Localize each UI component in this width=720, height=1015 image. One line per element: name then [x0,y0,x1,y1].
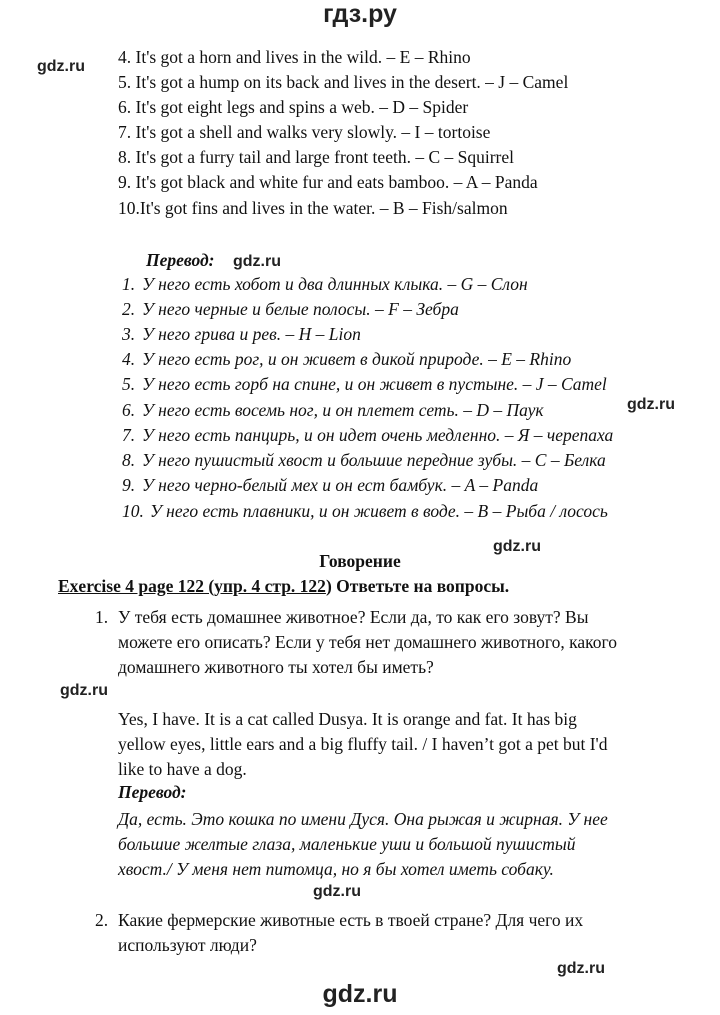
list-item: 4. It's got a horn and lives in the wild. – E – Rhino [118,47,471,67]
translation-item [122,448,606,473]
list-item: 8. It's got a furry tail and large front teeth. – C – Squirrel [118,147,514,167]
item-number: 9. [122,475,136,495]
answer-translation-line: большие желтые глаза, маленькие уши и большой пушистый [118,834,576,854]
item-text: У него пушистый хвост и большие передние зубы. – C – Белка [142,450,606,470]
question-line: можете его описать? Если у тебя нет домашнего животного, какого [118,632,618,652]
translation-item [122,499,608,524]
item-number: 6. [122,400,136,420]
item-text: У него есть панцирь, и он идет очень медленно. – Я – черепаха [142,425,614,445]
watermark: gdz.ru [37,58,85,75]
translation-item [122,398,544,423]
watermark: gdz.ru [557,960,605,977]
translation-item [122,372,607,397]
answer-translation-line: Да, есть. Это кошка по имени Дуся. Она рыжая и жирная. У нее [118,809,608,829]
item-text: У него есть плавники, и он живет в воде. – B – Рыба / лосось [150,501,608,521]
translation-item [122,322,361,347]
site-header: гдз.ру [323,0,397,28]
item-text: У него есть горб на спине, и он живет в пустыне. – J – Camel [142,374,607,394]
exercise-ref: Exercise 4 page 122 (упр. 4 стр. 122 [58,576,326,596]
list-item: 5. It's got a hump on its back and lives in the desert. – J – Camel [118,72,569,92]
watermark: gdz.ru [233,253,281,270]
item-number: 5. [122,374,136,394]
item-number: 10. [122,501,144,521]
translation-item [122,423,613,448]
item-number: 2. [122,299,136,319]
item-text: У него черно-белый мех и он ест бамбук. – A – Panda [142,475,539,495]
exercise-instruction: ) Ответьте на вопросы. [325,576,510,596]
answer-line: yellow eyes, little ears and a big fluffy tail. / I haven’t got a pet but I'd [118,734,608,754]
question-number: 2. [95,910,109,930]
question-number: 1. [95,607,109,627]
item-number: 4. [122,349,136,369]
question-line: используют люди? [118,935,257,955]
list-item: 7. It's got a shell and walks very slowly. – I – tortoise [118,122,491,142]
item-text: У него есть рог, и он живет в дикой природе. – E – Rhino [142,349,572,369]
answer-line: Yes, I have. It is a cat called Dusya. It is orange and fat. It has big [118,709,577,729]
item-text: У него есть восемь ног, и он плетет сеть. – D – Паук [142,400,544,420]
translation-item [122,297,459,322]
watermark: gdz.ru [627,396,675,413]
item-text: У него черные и белые полосы. – F – Зебра [142,299,459,319]
list-item: 6. It's got eight legs and spins a web. – D – Spider [118,97,469,117]
question-line: Какие фермерские животные есть в твоей стране? Для чего их [118,910,584,930]
watermark: gdz.ru [313,883,361,900]
question-line: домашнего животного ты хотел бы иметь? [118,657,434,677]
translation-item [122,347,571,372]
answer-translation-line: хвост./ У меня нет питомца, но я бы хотел иметь собаку. [118,859,554,879]
list-item: 10.It's got fins and lives in the water. – B – Fish/salmon [118,198,508,218]
item-text: У него грива и рев. – H – Lion [142,324,361,344]
answer-line: like to have a dog. [118,759,247,779]
item-number: 3. [122,324,136,344]
translation-heading: Перевод: [146,250,215,270]
watermark: gdz.ru [60,682,108,699]
item-number: 8. [122,450,136,470]
list-item: 9. It's got black and white fur and eats bamboo. – A – Panda [118,172,538,192]
item-number: 7. [122,425,136,445]
translation-item [122,473,538,498]
exercise-title [58,576,509,597]
item-number: 1. [122,274,136,294]
question-line: У тебя есть домашнее животное? Если да, то как его зовут? Вы [118,607,589,627]
translation-item [122,272,528,297]
site-footer: gdz.ru [322,980,398,1008]
section-heading: Говорение [319,551,401,571]
answer-translation-heading: Перевод: [118,782,187,802]
item-text: У него есть хобот и два длинных клыка. – G – Слон [142,274,528,294]
watermark: gdz.ru [493,538,541,555]
